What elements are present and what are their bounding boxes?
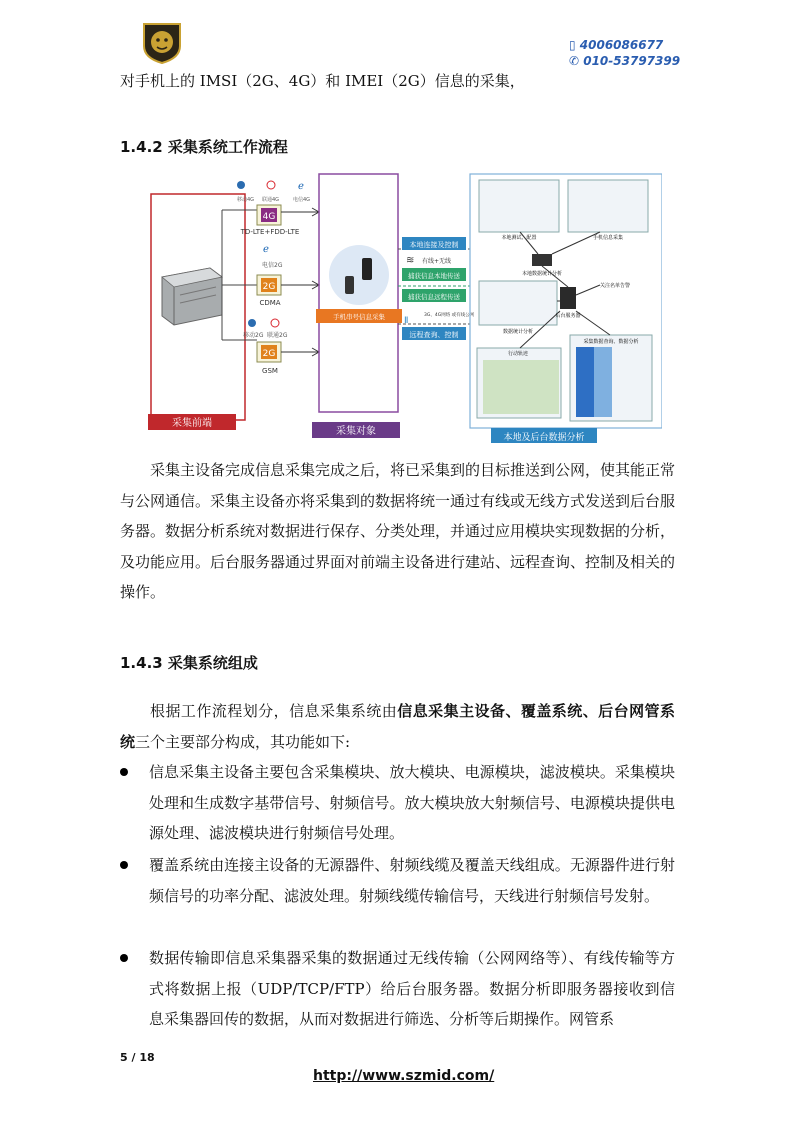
- link-remote-send: 捕获信息远程传送: [408, 293, 460, 301]
- collector-device-image: [162, 268, 222, 325]
- link-remote-query: 远程查询、控制: [409, 331, 459, 339]
- bullet-text: 信息采集主设备主要包含采集模块、放大模块、电源模块，滤波模块。采集模块处理和生成数字基带信号、射频信号。放大模块放大射频信号、电源模块提供电源处理、滤波模块进行射频信号处理。: [149, 763, 675, 842]
- composition-paragraph: [120, 696, 675, 757]
- china-mobile-icon: [237, 181, 245, 189]
- mobile-2g-icon: [248, 319, 256, 327]
- contact-phones: [569, 37, 680, 69]
- row1-badge: 4G: [262, 212, 276, 222]
- screen-label-6: 行动轨迹: [507, 351, 529, 357]
- link-capture: 捕获信息本地传送: [408, 272, 460, 280]
- section-heading-workflow: 1.4.2 采集系统工作流程: [120, 138, 288, 156]
- laptop-icon: [532, 254, 552, 266]
- para-post: 三个主要部分构成，其功能如下:: [135, 732, 351, 751]
- phone-caption: 手机串号信息采集: [333, 313, 385, 321]
- row1-carrier-0: 移动4G: [237, 197, 255, 203]
- workflow-paragraph: 采集主设备完成信息采集完成之后，将已采集到的目标推送到公网，使其能正常与公网通信。采集主设备亦将采集到的数据将统一通过有线或无线方式发送到后台服务器。数据分析系统对数据进行保存、分类处理，并通过应用模块实现数据的分析，及功能应用。后台服务器通过界面对前端主设备进行建站、远程查询、控制及相关的操作。: [120, 461, 676, 601]
- telephone-icon: ✆: [569, 54, 584, 68]
- front-label: 采集前端: [172, 418, 212, 429]
- bullet-dot: [120, 768, 128, 776]
- screen-label-1: 手机信息采集: [592, 235, 624, 241]
- row2-caption: CDMA: [259, 299, 281, 307]
- page-number: 5 / 18: [120, 1051, 155, 1064]
- phone-landline: 010-53797399: [583, 54, 681, 68]
- bullet-item: [120, 943, 675, 1035]
- china-telecom-icon: ℯ: [298, 181, 304, 192]
- screen-label-0: 本地测试、配置: [501, 235, 537, 241]
- screen-label-7: 采集数据查询、数据分析: [583, 339, 639, 345]
- screen-label-4: 后台服务器: [555, 313, 581, 319]
- link-wired: 有线+无线: [422, 258, 452, 265]
- unicom-2g-icon: [271, 319, 279, 327]
- row2-carrier-0: 电信2G: [262, 262, 283, 269]
- link-net: 3G、4G网络 或有线公网: [424, 313, 475, 318]
- screen-label-5: 关注名单告警: [599, 283, 631, 289]
- telecom-2g-icon: ℯ: [263, 244, 269, 255]
- bullet-item: [120, 757, 675, 849]
- target-label: 采集对象: [336, 426, 376, 437]
- workflow-diagram: [140, 165, 662, 443]
- company-logo: [140, 20, 184, 64]
- link-local: 本地连接及控制: [409, 241, 459, 249]
- row2-badge: 2G: [262, 282, 276, 292]
- bullet-dot: [120, 861, 128, 869]
- screen-label-2: 本地数据统计分析: [521, 271, 563, 277]
- row3-badge: 2G: [262, 349, 276, 359]
- phone-circle: [329, 245, 389, 305]
- bullet-text: 覆盖系统由连接主设备的无源器件、射频线缆及覆盖天线组成。无源器件进行射频信号的功率分配、滤波处理。射频线缆传输信号，天线进行射频信号发射。: [149, 856, 675, 905]
- row3-carrier-0: 移动2G: [243, 332, 264, 339]
- phone-icon: [362, 258, 372, 280]
- para-bold-terms: 信息采集主设备、覆盖系统、后台网管系统: [120, 702, 675, 751]
- para-pre: 根据工作流程划分，信息采集系统由: [150, 702, 398, 720]
- section-heading-composition: 1.4.3 采集系统组成: [120, 654, 258, 672]
- row1-carrier-2: 电信4G: [293, 197, 311, 203]
- backend-label: 本地及后台数据分析: [503, 433, 585, 443]
- row1-caption: TD-LTE+FDD-LTE: [240, 228, 300, 236]
- server-icon: [560, 287, 576, 309]
- wifi-icon: ≋: [406, 255, 415, 266]
- mobile-icon: ▯: [569, 38, 580, 52]
- website-link[interactable]: http://www.szmid.com/: [313, 1068, 495, 1084]
- intro-line: 对手机上的 IMSI（2G、4G）和 IMEI（2G）信息的采集，: [120, 72, 525, 90]
- row1-carrier-1: 联通4G: [262, 197, 280, 203]
- screen-label-3: 数据统计分析: [502, 329, 534, 335]
- bullet-item: [120, 850, 675, 911]
- row3-carrier-1: 联通2G: [267, 332, 288, 339]
- phone-hotline: 4006086677: [579, 38, 664, 52]
- row3-caption: GSM: [262, 367, 278, 375]
- bullet-dot: [120, 954, 128, 962]
- bullet-text: 数据传输即信息采集器采集的数据通过无线传输（公网网络等）、有线传输等方式将数据上报（UDP/TCP/FTP）给后台服务器。数据分析即服务器接收到信息采集器回传的数据，从而对数据进行筛选、分析等后期操作。网管系: [149, 949, 675, 1028]
- china-unicom-icon: [267, 181, 275, 189]
- tower-icon: Ⅱ: [404, 316, 409, 326]
